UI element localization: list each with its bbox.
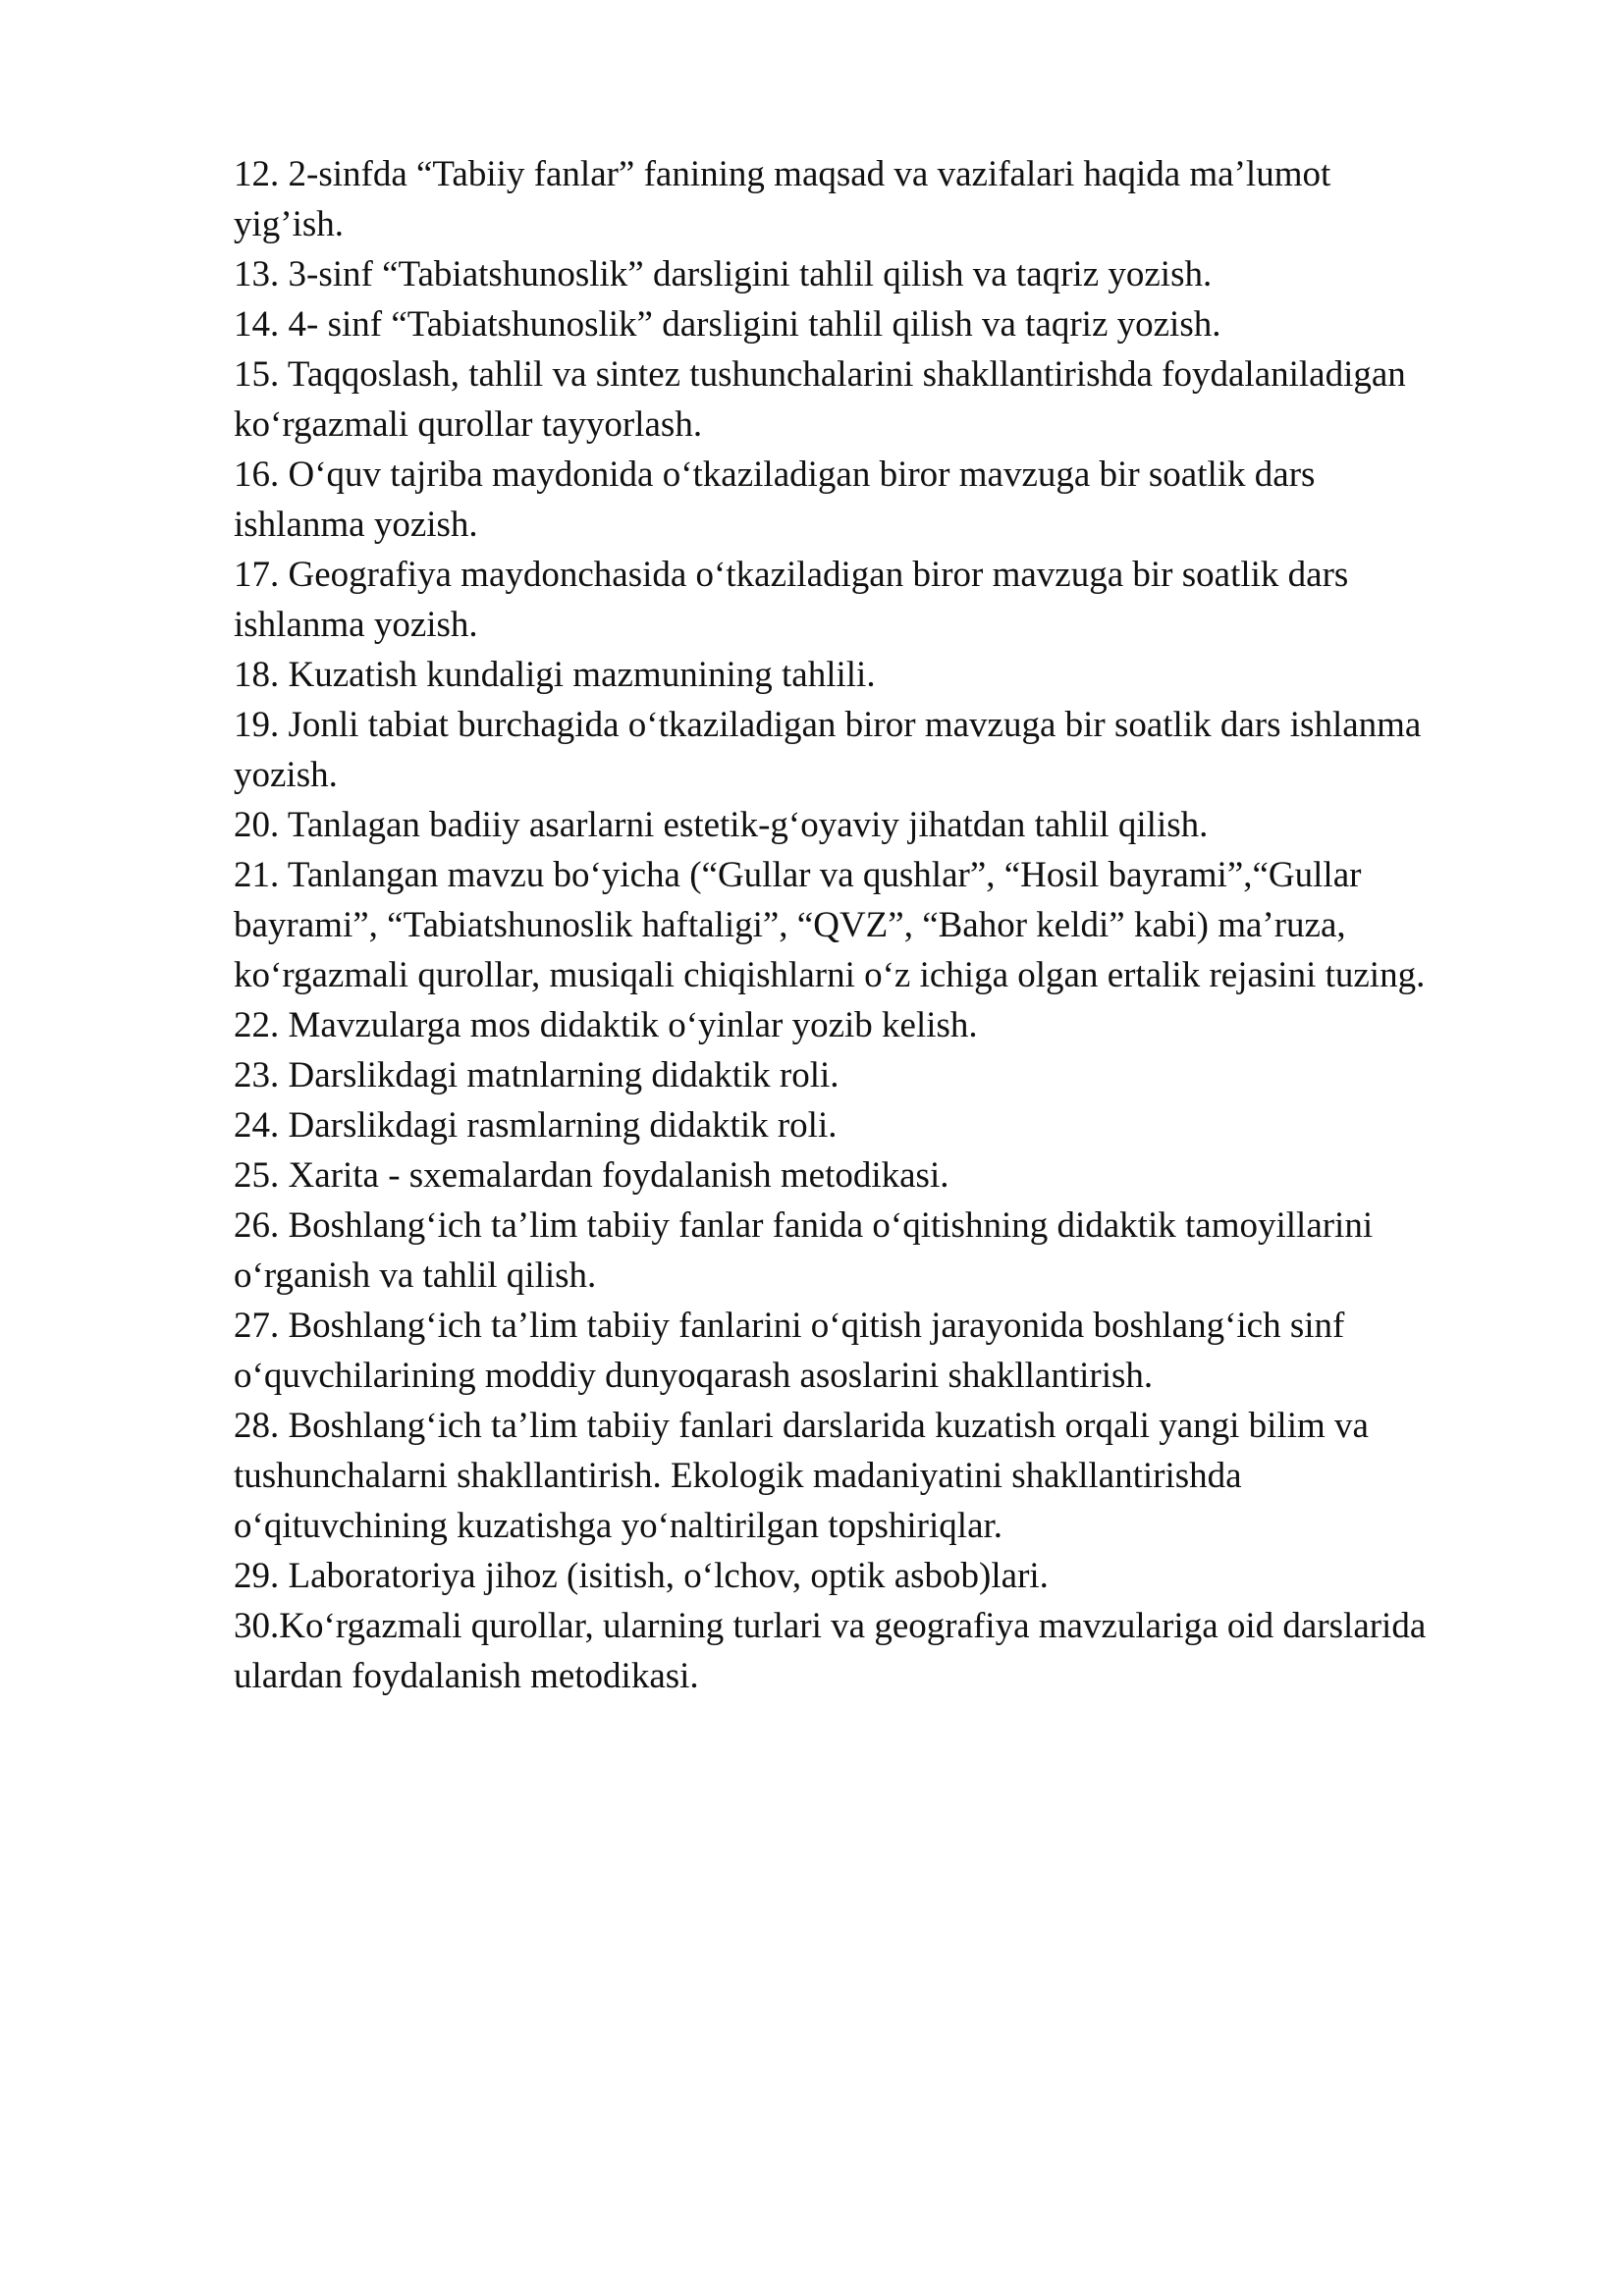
list-item-line: 26. Boshlang‘ich ta’lim tabiiy fanlar fanida o‘qitishning didaktik tamoyillarini xyxy=(234,1205,1374,1246)
list-item-line: 19. Jonli tabiat burchagida o‘tkaziladigan biror mavzuga bir soatlik dars ishlanma xyxy=(234,705,1422,745)
list-item-line: 29. Laboratoriya jihoz (isitish, o‘lchov, optik asbob)lari. xyxy=(234,1556,1049,1596)
list-item xyxy=(234,450,1510,550)
list-item-line: ishlanma yozish. xyxy=(234,605,478,645)
list-item-line: 23. Darslikdagi matnlarning didaktik roli. xyxy=(234,1055,839,1095)
list-item xyxy=(234,550,1510,650)
list-item-line: 25. Xarita - sxemalardan foydalanish metodikasi. xyxy=(234,1155,949,1196)
list-item-line: 28. Boshlang‘ich ta’lim tabiiy fanlari darslarida kuzatish orqali yangi bilim va xyxy=(234,1406,1369,1446)
list-item-line: 14. 4- sinf “Tabiatshunoslik” darsligini tahlil qilish va taqriz yozish. xyxy=(234,304,1221,345)
list-item-line: 30.Ko‘rgazmali qurollar, ularning turlari va geografiya mavzulariga oid darslarida xyxy=(234,1606,1427,1646)
list-item-line: o‘rganish va tahlil qilish. xyxy=(234,1255,597,1296)
list-item xyxy=(234,1301,1510,1401)
list-item xyxy=(234,1551,1510,1601)
list-item xyxy=(234,1401,1510,1551)
list-item-line: ko‘rgazmali qurollar, musiqali chiqishlarni o‘z ichiga olgan ertalik rejasini tuzing. xyxy=(234,955,1426,995)
list-item-line: bayrami”, “Tabiatshunoslik haftaligi”, “QVZ”, “Bahor keldi” kabi) ma’ruza, xyxy=(234,905,1346,945)
list-item-line: ko‘rgazmali qurollar tayyorlash. xyxy=(234,404,703,445)
list-item-line: 12. 2-sinfda “Tabiiy fanlar” fanining maqsad va vazifalari haqida ma’lumot xyxy=(234,154,1331,194)
list-item xyxy=(234,1601,1510,1701)
list-item-line: 22. Mavzularga mos didaktik o‘yinlar yozib kelish. xyxy=(234,1005,978,1045)
list-item-line: 24. Darslikdagi rasmlarning didaktik roli. xyxy=(234,1105,838,1146)
list-item xyxy=(234,149,1510,249)
list-item xyxy=(234,1050,1510,1100)
list-item xyxy=(234,1000,1510,1050)
list-item xyxy=(234,700,1510,800)
list-item-line: 18. Kuzatish kundaligi mazmunining tahlili. xyxy=(234,655,876,695)
list-item-line: yig’ish. xyxy=(234,204,345,244)
list-item-line: 13. 3-sinf “Tabiatshunoslik” darsligini tahlil qilish va taqriz yozish. xyxy=(234,254,1213,294)
list-item xyxy=(234,1201,1510,1301)
list-item xyxy=(234,800,1510,850)
list-item xyxy=(234,299,1510,349)
list-item-line: 27. Boshlang‘ich ta’lim tabiiy fanlarini o‘qitish jarayonida boshlang‘ich sinf xyxy=(234,1306,1345,1346)
list-item xyxy=(234,1150,1510,1201)
list-item-line: 15. Taqqoslash, tahlil va sintez tushunchalarini shakllantirishda foydalaniladigan xyxy=(234,354,1406,395)
list-item-line: o‘qituvchining kuzatishga yo‘naltirilgan topshiriqlar. xyxy=(234,1506,1003,1546)
list-item-line: 20. Tanlagan badiiy asarlarni estetik-g‘oyaviy jihatdan tahlil qilish. xyxy=(234,805,1209,845)
list-item xyxy=(234,650,1510,700)
list-item-line: 21. Tanlangan mavzu bo‘yicha (“Gullar va qushlar”, “Hosil bayrami”,“Gullar xyxy=(234,855,1362,895)
list-item xyxy=(234,349,1510,450)
list-item-line: 17. Geografiya maydonchasida o‘tkaziladigan biror mavzuga bir soatlik dars xyxy=(234,555,1349,595)
list-item-line: tushunchalarni shakllantirish. Ekologik madaniyatini shakllantirishda xyxy=(234,1456,1242,1496)
list-item xyxy=(234,249,1510,299)
list-item-line: 16. O‘quv tajriba maydonida o‘tkaziladigan biror mavzuga bir soatlik dars xyxy=(234,454,1316,495)
list-item-line: yozish. xyxy=(234,755,338,795)
list-item-line: o‘quvchilarining moddiy dunyoqarash asoslarini shakllantirish. xyxy=(234,1356,1154,1396)
task-list xyxy=(234,149,1510,1701)
list-item xyxy=(234,850,1510,1000)
list-item xyxy=(234,1100,1510,1150)
list-item-line: ulardan foydalanish metodikasi. xyxy=(234,1656,699,1696)
list-item-line: ishlanma yozish. xyxy=(234,505,478,545)
